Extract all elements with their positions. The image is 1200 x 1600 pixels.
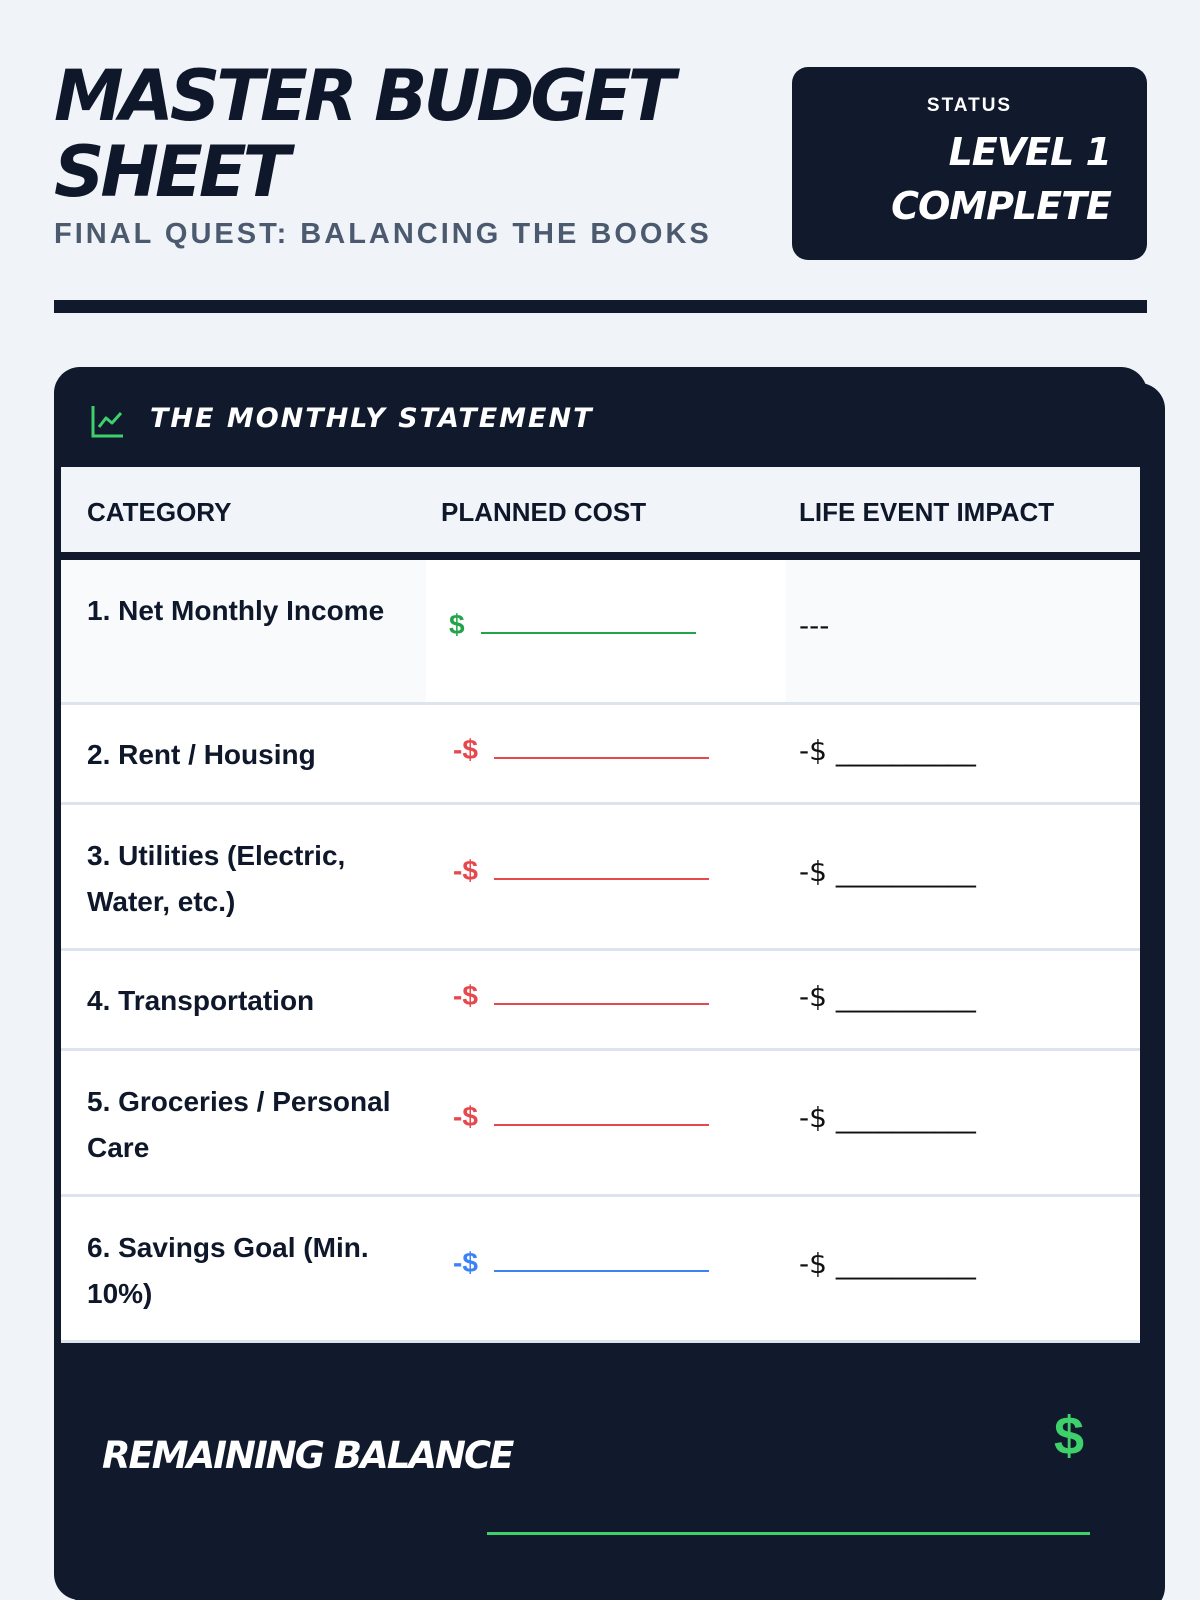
column-header-category: CATEGORY	[87, 497, 232, 527]
status-value: LEVEL 1 COMPLETE	[891, 130, 1111, 228]
row-category: 2. Rent / Housing	[87, 739, 316, 770]
planned-prefix: -$	[453, 855, 478, 886]
planned-blank-line	[494, 757, 709, 759]
status-badge	[792, 67, 1147, 260]
life-event-impact-field[interactable]: -$ __________	[799, 855, 976, 888]
planned-cost-field[interactable]	[453, 1101, 709, 1133]
table-row	[61, 1197, 1140, 1343]
planned-prefix: $	[449, 609, 465, 640]
row-category: 3. Utilities (Electric, Water, etc.)	[87, 840, 346, 917]
planned-cost-field[interactable]	[453, 734, 709, 766]
table-row	[61, 705, 1140, 805]
planned-cost-field[interactable]	[453, 1247, 709, 1279]
status-label: STATUS	[926, 95, 1013, 116]
life-event-impact-field[interactable]: -$ __________	[799, 734, 976, 767]
planned-blank-line	[494, 1124, 709, 1126]
column-header-impact: LIFE EVENT IMPACT	[799, 497, 1055, 527]
planned-cost-field[interactable]	[453, 980, 709, 1012]
planned-prefix: -$	[453, 980, 478, 1011]
planned-prefix: -$	[453, 1101, 478, 1132]
page-title: MASTER BUDGET SHEET	[54, 55, 672, 213]
budget-table	[61, 467, 1140, 1343]
table-row	[61, 951, 1140, 1051]
row-category: 4. Transportation	[87, 985, 315, 1016]
planned-prefix: -$	[453, 734, 478, 765]
balance-currency: $	[1053, 1406, 1084, 1466]
card-title: THE MONTHLY STATEMENT	[150, 403, 594, 434]
planned-cost-field[interactable]	[449, 609, 696, 641]
table-header	[61, 467, 1140, 560]
table-row	[61, 805, 1140, 951]
header-divider	[54, 300, 1147, 313]
row-category: 1. Net Monthly Income	[87, 595, 385, 626]
life-event-impact-field[interactable]: -$ __________	[799, 1247, 976, 1280]
balance-input-line[interactable]	[487, 1532, 1090, 1535]
planned-blank-line	[494, 1270, 709, 1272]
column-header-planned: PLANNED COST	[441, 497, 647, 527]
chart-icon	[90, 403, 126, 439]
planned-blank-line	[481, 632, 696, 634]
row-category: 6. Savings Goal (Min. 10%)	[87, 1232, 369, 1309]
remaining-balance-label: REMAINING BALANCE	[102, 1434, 513, 1477]
page-subtitle: FINAL QUEST: BALANCING THE BOOKS	[54, 218, 712, 250]
monthly-statement-card	[54, 367, 1147, 1600]
card-header	[54, 367, 1147, 467]
table-row	[61, 560, 1140, 705]
row-category: 5. Groceries / Personal Care	[87, 1086, 391, 1163]
planned-blank-line	[494, 878, 709, 880]
table-row	[61, 1051, 1140, 1197]
planned-cost-field[interactable]	[453, 855, 709, 887]
life-event-impact-field[interactable]: -$ __________	[799, 1101, 976, 1134]
planned-prefix: -$	[453, 1247, 478, 1278]
life-event-impact-field[interactable]: -$ __________	[799, 980, 976, 1013]
planned-blank-line	[494, 1003, 709, 1005]
life-event-impact-field[interactable]: ---	[799, 609, 830, 642]
